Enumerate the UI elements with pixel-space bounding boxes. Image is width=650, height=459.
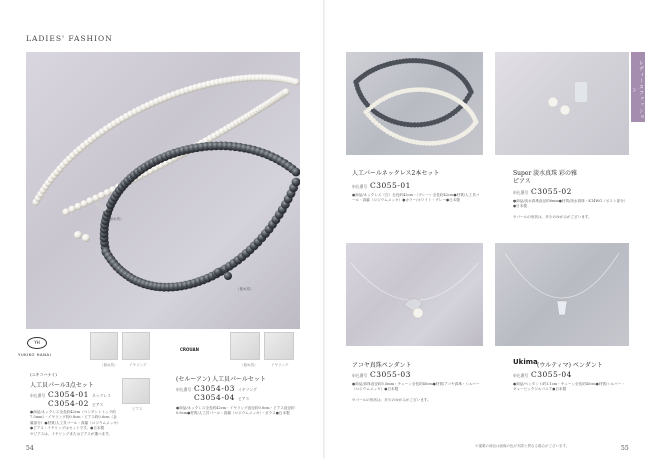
earring-set bbox=[74, 201, 232, 280]
product-code-sub: ネックレス bbox=[92, 393, 111, 398]
right-page bbox=[325, 0, 650, 459]
pearl-bead bbox=[474, 120, 479, 125]
product-thumb-clasp bbox=[230, 332, 260, 360]
product-thumb-clasp bbox=[90, 332, 118, 360]
pearl-bead bbox=[292, 168, 300, 177]
thumb-caption: （留め具） bbox=[240, 363, 258, 367]
pearl-bead bbox=[292, 78, 299, 85]
pearl-bead bbox=[292, 178, 300, 187]
thumb-caption: （留め具） bbox=[100, 363, 118, 367]
product-code-sub: ピアス bbox=[92, 402, 104, 407]
product-description: ●商品/真珠直径約5.5mm・チェーン全長約40cm●材質/アコヤ真珠・シルバー（ロジウムメッキ）●日本製 bbox=[352, 382, 480, 392]
thumb-caption: イヤリング bbox=[271, 363, 289, 367]
pearl-earring-photo bbox=[495, 52, 629, 155]
product-code: C3055-03 bbox=[370, 370, 411, 379]
necklace-set-photo bbox=[346, 52, 483, 155]
footer-note: ※掲載の商品は画像の色が実際と異なる場合がございます。 bbox=[475, 444, 570, 448]
ukima-logo: Ukima bbox=[513, 358, 538, 366]
product-thumb-earring bbox=[122, 332, 150, 360]
product-description: ●商品/淡水真珠直径約6mm●材質/淡水真珠・K14WG（ポスト部分）●日本製 bbox=[513, 199, 628, 209]
product-description: ●商品/ネックレス（白）全長約42cm・（グレー）全長約42cm●材質/人工貝パール・真鍮（ロジウムメッキ）●カラー/ホワイト・グレー●日本製 bbox=[352, 193, 480, 203]
product-note: ※ピアスは、イヤリングまたはピアスが選べます。 bbox=[30, 432, 113, 436]
thumb-caption: ピアス bbox=[132, 407, 143, 411]
pearl-necklaces-main-photo bbox=[26, 52, 300, 329]
product-note: ※パールの形状は、多少のゆがみがございます。 bbox=[352, 398, 431, 402]
product-note: ※パールの形状は、多少のゆがみがございます。 bbox=[513, 215, 592, 219]
yukiko-hanai-logo-icon: YH bbox=[27, 337, 47, 349]
necklace-set-illustration bbox=[346, 52, 483, 155]
product-name-2: ピアス bbox=[513, 178, 531, 185]
akoya-pendant-illustration bbox=[346, 243, 483, 346]
clasp-caption-2: （留め具） bbox=[236, 287, 254, 291]
akoya-pendant-photo bbox=[346, 243, 483, 346]
pearl-bead bbox=[468, 89, 473, 94]
pearl-bead bbox=[282, 88, 289, 95]
product-name: Super 淡水真珠 彩の雅 bbox=[513, 170, 578, 177]
ultima-pendant-photo bbox=[495, 243, 629, 346]
category-side-tab: レディースファッション bbox=[631, 52, 645, 122]
product-code: C3055-02 bbox=[531, 187, 572, 196]
order-number-label: 申込番号 bbox=[30, 393, 46, 398]
order-number-label: 申込番号 bbox=[513, 373, 529, 378]
product-code: C3055-04 bbox=[531, 370, 572, 379]
product-name: 人工貝パール3点セット bbox=[30, 382, 94, 389]
product-code-sub: ピアス bbox=[238, 396, 250, 401]
product-code: C3054-04 bbox=[194, 393, 235, 402]
product-thumb-pierce bbox=[122, 378, 150, 404]
product-name: 人工パールネックレス2本セット bbox=[352, 170, 440, 177]
order-number-label: 申込番号 bbox=[176, 387, 192, 392]
page-number-right: 55 bbox=[621, 445, 629, 452]
clasp-caption-1: （留め具） bbox=[106, 217, 124, 221]
page-number-left: 54 bbox=[26, 445, 34, 452]
pearl-earring-illustration bbox=[495, 52, 629, 155]
order-number-label: 申込番号 bbox=[352, 184, 368, 189]
order-number-label: 申込番号 bbox=[352, 373, 368, 378]
product-code: C3054-01 bbox=[48, 390, 89, 399]
main-photo-illustration bbox=[26, 52, 300, 329]
product-description: ●商品/ネックレス全長約42cm（ペンダントトップ約7.5mm）・イヤリング約0.8cm・ピアス約0.8cm（金属部分）●材質/人工貝パール・真鍮（ロジウムメッキ）●ピアス・イヤリングはセットです。●日本製 bbox=[30, 410, 119, 431]
product-description: ●商品/ペンダント約1.1cm・チェーン全長約45cm●材質/シルバー・キュービックジルコニア●日本製 bbox=[513, 382, 625, 392]
product-name: (ウルティマ) ペンダント bbox=[537, 362, 603, 369]
product-name: (セルーアン) 人工貝パールセット bbox=[176, 376, 266, 383]
order-number-label: 申込番号 bbox=[513, 190, 529, 195]
product-code: C3054-03 bbox=[194, 384, 235, 393]
section-title: LADIES' FASHION bbox=[26, 34, 113, 43]
crouan-logo: CROUAN bbox=[180, 347, 199, 352]
product-code: C3054-02 bbox=[48, 399, 89, 408]
thumb-caption: イヤリング bbox=[129, 363, 147, 367]
product-name: アコヤ真珠ペンダント bbox=[352, 362, 412, 369]
brand-sub: (ユキコハナイ) bbox=[30, 372, 57, 377]
product-code: C3055-01 bbox=[370, 181, 411, 190]
product-thumb-earring bbox=[264, 332, 294, 360]
ultima-pendant-illustration bbox=[495, 243, 629, 346]
product-code-sub: イヤリング bbox=[238, 387, 257, 392]
product-description: ●商品/ネックレス全長約42cm・イヤリング直径約0.8cm・ピアス直径約0.8cm●材質/人工貝パール・真鍮（ロジウムメッキ）・ガラス●日本製 bbox=[176, 406, 295, 416]
brand-logo-text: YUKIKO HANAI bbox=[18, 352, 52, 357]
